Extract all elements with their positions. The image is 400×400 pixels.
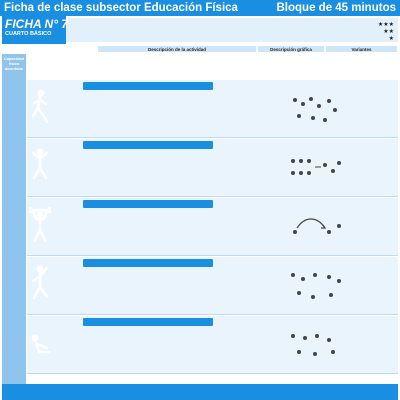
- activity-diagram: [285, 90, 347, 128]
- closing-row: [2, 384, 398, 400]
- activity-diagram: [285, 149, 347, 187]
- header-description: Descripción de la actividad: [97, 45, 257, 53]
- activity-label: [83, 141, 213, 149]
- duration-title: Bloque de 45 minutos: [276, 2, 396, 14]
- activity-row: [27, 198, 398, 256]
- activity-label: [83, 82, 213, 90]
- title-bar: [0, 0, 400, 16]
- weightlifter-figure-icon: [29, 206, 51, 244]
- ficha-badge: [2, 16, 69, 44]
- ficha-grade: CUARTO BÁSICO: [5, 31, 52, 37]
- stars-low: ★: [388, 36, 394, 42]
- capacity-ribbon: [2, 54, 26, 400]
- activity-diagram: [285, 208, 347, 246]
- activity-row: [27, 257, 398, 315]
- ficha-number: FICHA N° 7: [5, 17, 69, 31]
- activity-label: [83, 318, 213, 326]
- stretching-figure-icon: [29, 265, 51, 303]
- runner-figure-icon: [29, 88, 51, 126]
- activity-row: [27, 80, 398, 138]
- jumping-figure-icon: [29, 147, 51, 185]
- subject-title: Ficha de clase subsector Educación Física: [4, 2, 238, 14]
- header-graphic: Descripción gráfica: [257, 45, 325, 53]
- activity-label: [83, 259, 213, 267]
- header-variants: Variantes: [325, 45, 398, 53]
- capacity-label: Capacidad física abordada: [3, 56, 25, 71]
- activity-diagram: [285, 326, 347, 364]
- activity-label: [83, 200, 213, 208]
- sitting-stretch-figure-icon: [29, 324, 51, 362]
- activity-row: [27, 316, 398, 374]
- stars-mid: ★★: [383, 29, 394, 35]
- activity-row: [27, 139, 398, 197]
- activity-diagram: [285, 267, 347, 305]
- difficulty-stars: [372, 22, 394, 43]
- stars-high: ★★★: [377, 22, 394, 28]
